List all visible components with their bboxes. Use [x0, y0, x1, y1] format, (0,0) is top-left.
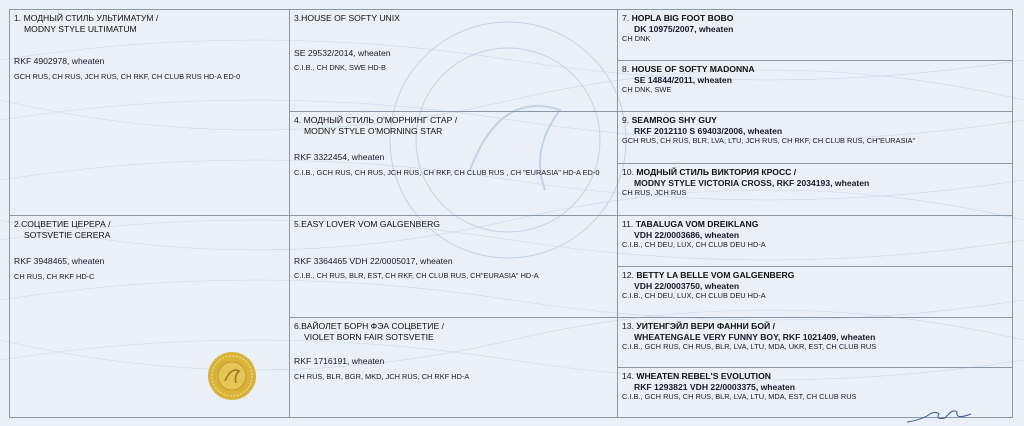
ancestor-name-latin: MODNY STYLE ULTIMATUM: [24, 23, 137, 34]
ancestor-titles: C.I.B., CH DEU, LUX, CH CLUB DEU HD-A: [622, 291, 766, 301]
ancestor-name: EASY LOVER VOM GALGENBERG: [301, 219, 440, 229]
ancestor-name-latin: SOTSVETIE CERERA: [24, 229, 111, 240]
ancestor-titles: GCH RUS, CH RUS, JCH RUS, CH RKF, CH CLUB RUS HD-A ED-0: [14, 72, 241, 82]
signature-icon: [905, 404, 975, 426]
ancestor-registration: RKF 4902978, wheaten: [14, 56, 105, 67]
ancestor-number: 9.: [622, 115, 630, 125]
ancestor-cell-5: [290, 216, 618, 318]
ancestor-cell-4: [290, 112, 618, 216]
ancestor-number: 13.: [622, 321, 634, 331]
ancestor-titles: C.I.B., CH RUS, BLR, EST, CH RKF, CH CLUB RUS, CH"EURASIA" HD-A: [294, 271, 539, 281]
ancestor-number: 14.: [622, 371, 634, 381]
ancestor-titles: CH RUS, CH RKF HD-C: [14, 272, 95, 282]
ancestor-registration: MODNY STYLE VICTORIA CROSS, RKF 2034193, wheaten: [634, 177, 870, 188]
ancestor-name: SEAMROG SHY GUY: [631, 115, 717, 125]
ancestor-registration: SE 14844/2011, wheaten: [634, 74, 732, 85]
ancestor-cell-11: [618, 216, 1013, 267]
ancestor-cell-13: [618, 318, 1013, 368]
ancestor-cell-1: [10, 10, 290, 216]
ancestor-name: МОДНЫЙ СТИЛЬ ВИКТОРИЯ КРОСС /: [636, 167, 797, 177]
ancestor-number: 6.: [294, 321, 302, 331]
ancestor-name-latin: MODNY STYLE O'MORNING STAR: [304, 125, 443, 136]
ancestor-registration: VDH 22/0003750, wheaten: [634, 280, 740, 291]
ancestor-number: 8.: [622, 64, 630, 74]
ancestor-name: WHEATEN REBEL'S EVOLUTION: [636, 371, 771, 381]
ancestor-number: 4.: [294, 115, 302, 125]
ancestor-name: TABALUGA VOM DREIKLANG: [635, 219, 759, 229]
ancestor-number: 12.: [622, 270, 634, 280]
ancestor-titles: C.I.B., CH DEU, LUX, CH CLUB DEU HD-A: [622, 240, 766, 250]
ancestor-cell-7: [618, 10, 1013, 61]
ancestor-titles: CH RUS, JCH RUS: [622, 188, 687, 198]
ancestor-name: МОДНЫЙ СТИЛЬ О'МОРНИНГ СТАР /: [303, 115, 458, 125]
ancestor-registration: RKF 3948465, wheaten: [14, 256, 105, 267]
ancestor-titles: C.I.B., CH DNK, SWE HD-B: [294, 63, 386, 73]
ancestor-number: 7.: [622, 13, 630, 23]
ancestor-registration: SE 29532/2014, wheaten: [294, 47, 391, 58]
ancestor-cell-10: [618, 164, 1013, 216]
ancestor-titles: CH DNK, SWE: [622, 85, 672, 95]
ancestor-cell-12: [618, 267, 1013, 318]
ancestor-name: BETTY LA BELLE VOM GALGENBERG: [636, 270, 795, 280]
ancestor-number: 10.: [622, 167, 634, 177]
ancestor-titles: CH DNK: [622, 34, 651, 44]
ancestor-cell-6: [290, 318, 618, 418]
ancestor-cell-8: [618, 61, 1013, 112]
ancestor-registration: RKF 2012110 S 69403/2006, wheaten: [634, 125, 783, 136]
ancestor-number: 11.: [622, 219, 634, 229]
ancestor-name: HOUSE OF SOFTY UNIX: [301, 13, 400, 23]
ancestor-titles: CH RUS, BLR, BGR, MKD, JCH RUS, CH RKF HD-A: [294, 372, 470, 382]
ancestor-name: HOUSE OF SOFTY MADONNA: [631, 64, 755, 74]
ancestor-name: СОЦВЕТИЕ ЦЕРЕРА /: [21, 219, 111, 229]
ancestor-number: 5.: [294, 219, 302, 229]
ancestor-titles: C.I.B., GCH RUS, CH RUS, JCH RUS, CH RKF, CH CLUB RUS , CH "EURASIA" HD-A ED-0: [294, 168, 600, 178]
ancestor-registration: RKF 3322454, wheaten: [294, 152, 385, 163]
ancestor-registration: VDH 22/0003686, wheaten: [634, 229, 740, 240]
ancestor-number: 2.: [14, 219, 22, 229]
ancestor-name: УИТЕНГЭЙЛ ВЕРИ ФАННИ БОЙ /: [636, 321, 775, 331]
ancestor-cell-9: [618, 112, 1013, 164]
gold-seal-icon: [207, 351, 257, 401]
ancestor-number: 1.: [14, 13, 22, 23]
ancestor-name: HOPLA BIG FOOT BOBO: [631, 13, 734, 23]
ancestor-titles: GCH RUS, CH RUS, BLR, LVA, LTU, JCH RUS, CH RKF, CH CLUB RUS, CH"EURASIA": [622, 136, 916, 146]
ancestor-registration: DK 10975/2007, wheaten: [634, 23, 734, 34]
ancestor-titles: C.I.B., GCH RUS, CH RUS, BLR, LVA, LTU, MDA, UKR, EST, CH CLUB RUS: [622, 342, 877, 352]
ancestor-number: 3.: [294, 13, 302, 23]
ancestor-name: ВАЙОЛЕТ БОРН ФЭА СОЦВЕТИЕ /: [301, 321, 444, 331]
pedigree-table: [9, 9, 1013, 418]
ancestor-titles: C.I.B., GCH RUS, CH RUS, BLR, LVA, LTU, MDA, EST, CH CLUB RUS: [622, 392, 857, 402]
ancestor-cell-3: [290, 10, 618, 112]
ancestor-registration: RKF 1716191, wheaten: [294, 356, 385, 367]
ancestor-registration: WHEATENGALE VERY FUNNY BOY, RKF 1021409, wheaten: [634, 331, 876, 342]
ancestor-registration: RKF 3364465 VDH 22/0005017, wheaten: [294, 255, 453, 266]
ancestor-registration: RKF 1293821 VDH 22/0003375, wheaten: [634, 381, 795, 392]
ancestor-name: МОДНЫЙ СТИЛЬ УЛЬТИМАТУМ /: [23, 13, 159, 23]
ancestor-name-latin: VIOLET BORN FAIR SOTSVETIE: [304, 331, 434, 342]
